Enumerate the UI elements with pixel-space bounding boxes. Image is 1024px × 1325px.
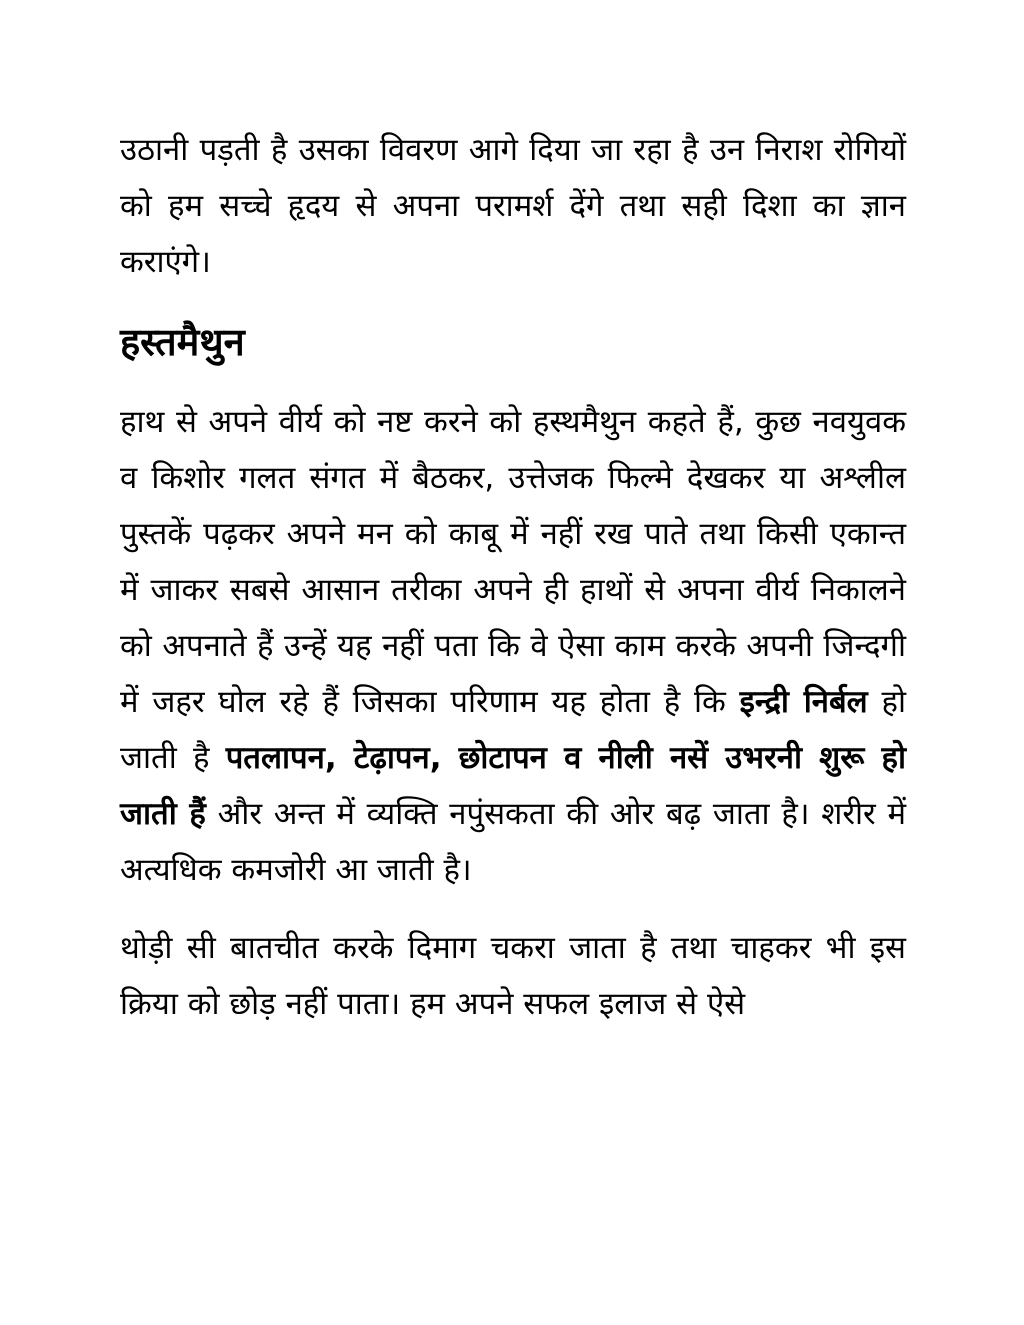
intro-paragraph: उठानी पड़ती है उसका विवरण आगे दिया जा रहा है उन निराश रोगियों को हम सच्चे हृदय से अपना परामर्श देंगे तथा सही दिशा का ज्ञान कराएंगे। [120,132,906,280]
section-heading: हस्तमैथुन [120,320,245,364]
bold-phrase-1: इन्द्री निर्बल [739,684,868,720]
document-page [120,122,906,1032]
bold-phrase-2: पतलापन, टेढ़ापन, छोटापन व नीली नसें उभरनी शुरू हो जाती हैं [120,740,907,832]
body-text-part-1: हाथ से अपने वीर्य को नष्ट करने को हस्थमैथुन कहते हैं, कुछ नवयुवक व किशोर गलत संगत में बैठकर, उत्तेजक फिल्मे देखकर या अश्लील पुस्तकें पढ़कर अपने मन को काबू में नहीं रख पाते तथा किसी एकान्त में जाकर सबसे आसान तरीका अपने ही हाथों से अपना वीर्य निकालने को अपनाते हैं उन्हें यह नहीं पता कि वे ऐसा काम करके अपनी जिन्दगी में जहर घोल रहे हैं जिसका परिणाम यह होता है कि [120,404,906,720]
closing-paragraph: थोड़ी सी बातचीत करके दिमाग चकरा जाता है तथा चाहकर भी इस क्रिया को छोड़ नहीं पाता। हम अपने सफल इलाज से ऐसे [120,930,906,1022]
body-paragraph [120,394,906,898]
body-text-part-2: हो जाती है [120,684,906,776]
body-text-part-3: और अन्त में व्यक्ति नपुंसकता की ओर बढ़ जाता है। शरीर में अत्यधिक कमजोरी आ जाती है। [120,796,906,888]
